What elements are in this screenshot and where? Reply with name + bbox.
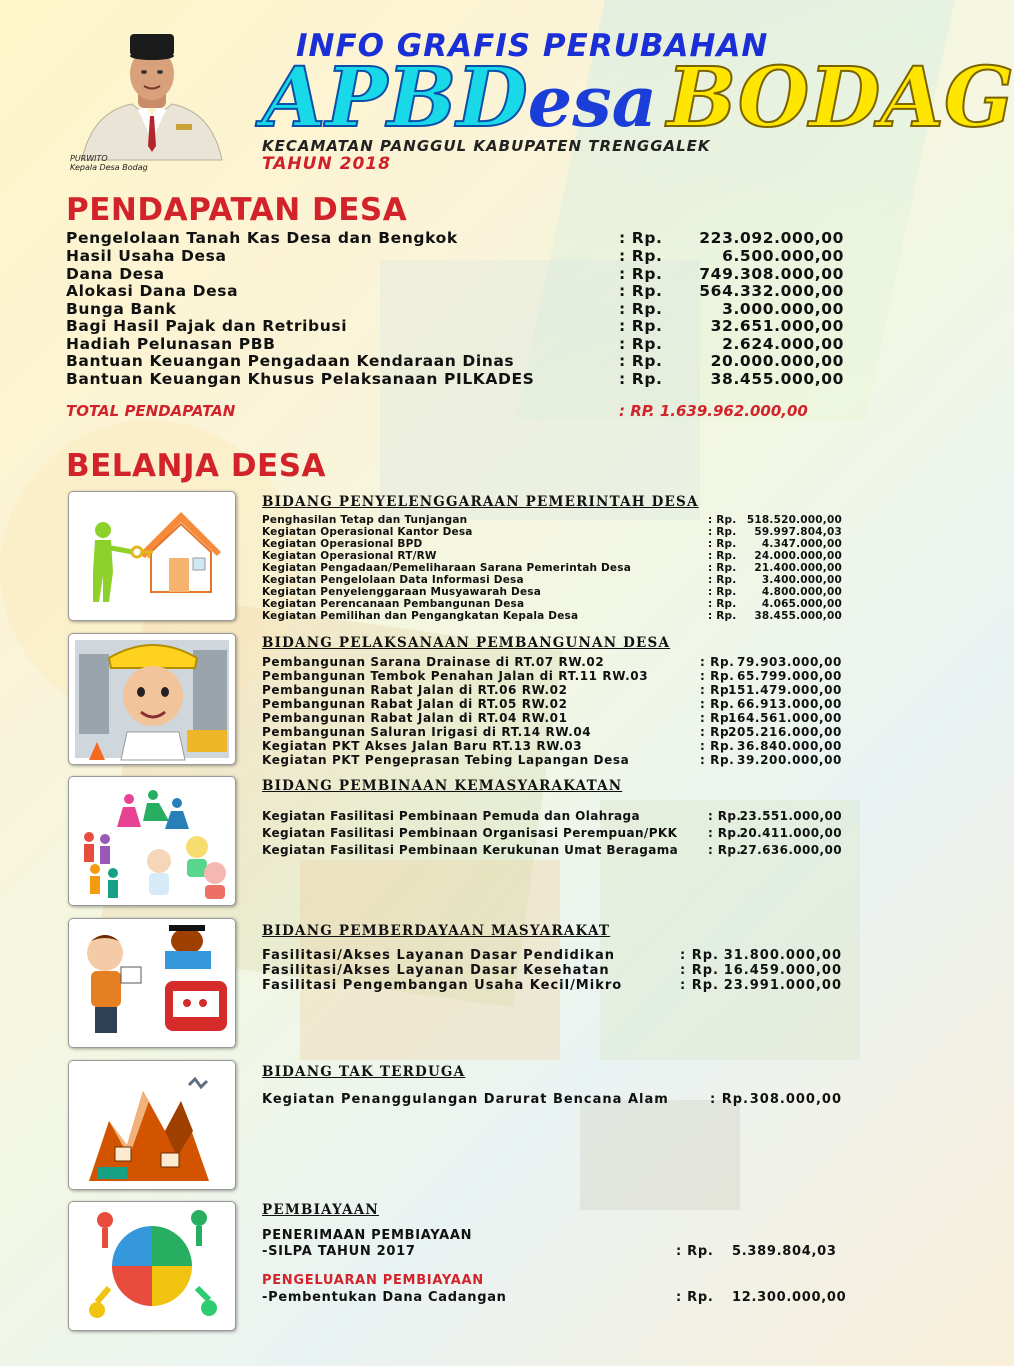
expense-rp: : Rp. (708, 574, 737, 586)
income-rp: : Rp. (619, 265, 663, 283)
expense-rp: : Rp. (708, 586, 737, 598)
expense-rp: : Rp. (708, 526, 737, 538)
expense-rp: : Rp. (700, 683, 735, 697)
total-amount: : RP. 1.639.962.000,00 (619, 402, 808, 420)
income-title: PENDAPATAN DESA (66, 192, 408, 228)
expense-row (262, 963, 842, 978)
expense-row (262, 697, 842, 711)
expense-row (262, 598, 842, 610)
expense-label: Fasilitasi/Akses Layanan Dasar Pendidikan (262, 948, 615, 963)
income-amount: 20.000.000,00 (710, 352, 844, 370)
year: TAHUN 2018 (262, 154, 391, 174)
title-esa: esa (527, 60, 658, 143)
income-label: Alokasi Dana Desa (66, 282, 239, 300)
expense-amount: 12.300.000,00 (732, 1290, 847, 1305)
section-heading: BIDANG PELAKSANAAN PEMBANGUNAN DESA (262, 635, 671, 651)
section-heading: BIDANG TAK TERDUGA (262, 1064, 466, 1080)
expense-label: Kegiatan Penanggulangan Darurat Bencana Alam (262, 1092, 669, 1107)
income-row (66, 247, 846, 265)
expense-rp: : Rp. (680, 948, 719, 963)
expense-amount: 38.455.000,00 (754, 610, 842, 622)
income-row (66, 282, 846, 300)
expense-rp: : Rp. (708, 826, 742, 840)
expense-label: Kegiatan Operasional BPD (262, 538, 423, 550)
income-label: Bantuan Keuangan Khusus Pelaksanaan PILKADES (66, 370, 535, 388)
income-amount: 38.455.000,00 (710, 370, 844, 388)
total-label: TOTAL PENDAPATAN (66, 402, 236, 420)
expense-label: Pembangunan Tembok Penahan Jalan di RT.11 RW.03 (262, 669, 649, 683)
income-rp: : Rp. (619, 335, 663, 353)
expense-amount: 59.997.804,03 (754, 526, 842, 538)
income-amount: 564.332.000,00 (699, 282, 844, 300)
income-amount: 6.500.000,00 (722, 247, 844, 265)
income-row (66, 300, 846, 318)
expense-row (262, 1092, 842, 1107)
expense-row (262, 562, 842, 574)
expense-rp: : Rp. (708, 514, 737, 526)
expense-amount: 518.520.000,00 (746, 514, 842, 526)
income-rp: : Rp. (619, 317, 663, 335)
income-label: Bagi Hasil Pajak dan Retribusi (66, 317, 348, 335)
expense-label: Pembangunan Saluran Irigasi di RT.14 RW.04 (262, 725, 592, 739)
income-row (66, 265, 846, 283)
income-amount: 32.651.000,00 (710, 317, 844, 335)
expense-rp: : Rp. (708, 550, 737, 562)
income-rp: : Rp. (619, 300, 663, 318)
income-row (66, 335, 846, 353)
kepala-desa-photo (72, 20, 232, 160)
expense-rp: : Rp. (700, 739, 735, 753)
title-top: INFO GRAFIS PERUBAHAN (296, 28, 769, 64)
expense-row (262, 725, 842, 739)
income-rp: : Rp. (619, 282, 663, 300)
expense-rp: : Rp. (700, 725, 735, 739)
expense-row (262, 739, 842, 753)
income-label: Hasil Usaha Desa (66, 247, 227, 265)
expense-rp: : Rp. (700, 697, 735, 711)
income-label: Pengelolaan Tanah Kas Desa dan Bengkok (66, 229, 458, 247)
receipt-amount: 5.389.804,03 (732, 1244, 837, 1259)
receipt-rp: : Rp. (676, 1244, 714, 1259)
income-row (66, 229, 846, 247)
governance-illustration (68, 491, 236, 621)
expense-title: PENGELUARAN PEMBIAYAAN (262, 1273, 484, 1288)
expense-amount: 308.000,00 (749, 1092, 842, 1107)
expense-rp: : Rp. (710, 1092, 749, 1107)
title-apbd: APBD (262, 50, 528, 146)
income-rp: : Rp. (619, 370, 663, 388)
expense-label: Penghasilan Tetap dan Tunjangan (262, 514, 468, 526)
expense-amount: 23.551.000,00 (739, 809, 842, 823)
income-label: Hadiah Pelunasan PBB (66, 335, 276, 353)
expense-label: Fasilitasi/Akses Layanan Dasar Kesehatan (262, 963, 610, 978)
expense-row (262, 538, 842, 550)
expense-rp: : Rp. (708, 538, 737, 550)
subtitle: KECAMATAN PANGGUL KABUPATEN TRENGGALEK (262, 137, 711, 155)
expense-label: Pembangunan Rabat Jalan di RT.06 RW.02 (262, 683, 568, 697)
expense-amount: 4.065.000,00 (761, 598, 842, 610)
expense-rp: : Rp. (708, 598, 737, 610)
expense-amount: 27.636.000,00 (739, 843, 842, 857)
expense-amount: 66.913.000,00 (737, 697, 842, 711)
expense-label: Kegiatan Pengelolaan Data Informasi Desa (262, 574, 524, 586)
income-amount: 223.092.000,00 (699, 229, 844, 247)
expense-row (262, 809, 842, 824)
expense-rp: : Rp. (676, 1290, 714, 1305)
expense-amount: 39.200.000,00 (737, 753, 842, 767)
expense-label: Fasilitasi Pengembangan Usaha Kecil/Mikro (262, 978, 623, 993)
expense-label: Kegiatan PKT Akses Jalan Baru RT.13 RW.03 (262, 739, 583, 753)
receipt-title: PENERIMAAN PEMBIAYAAN (262, 1228, 473, 1243)
expense-rp: : Rp. (680, 978, 719, 993)
expense-row (262, 843, 842, 858)
community-illustration (68, 776, 236, 906)
expense-item: -Pembentukan Dana Cadangan (262, 1290, 507, 1305)
expense-label: Kegiatan Pengadaan/Pemeliharaan Sarana Pemerintah Desa (262, 562, 631, 574)
expense-rp: : Rp. (700, 711, 735, 725)
income-row (66, 317, 846, 335)
expense-amount: 4.347.000,00 (761, 538, 842, 550)
expense-row (262, 978, 842, 993)
expense-amount: 23.991.000,00 (723, 978, 842, 993)
income-row (66, 370, 846, 388)
expense-rp: : Rp. (708, 562, 737, 574)
expense-amount: 24.000.000,00 (754, 550, 842, 562)
expense-rp: : Rp. (680, 963, 719, 978)
receipt-item: -SILPA TAHUN 2017 (262, 1244, 416, 1259)
expense-row (262, 550, 842, 562)
expense-row (262, 655, 842, 669)
expenditure-title: BELANJA DESA (66, 448, 327, 484)
expense-label: Kegiatan Fasilitasi Pembinaan Kerukunan Umat Beragama (262, 843, 679, 857)
expense-label: Kegiatan Pemilihan dan Pengangkatan Kepala Desa (262, 610, 579, 622)
expense-rp: : Rp. (700, 655, 735, 669)
expense-amount: 65.799.000,00 (737, 669, 842, 683)
expense-amount: 4.800.000,00 (761, 586, 842, 598)
expense-amount: 3.400.000,00 (761, 574, 842, 586)
title-village: BODAG (667, 50, 1014, 146)
financing-illustration (68, 1201, 236, 1331)
income-rp: : Rp. (619, 229, 663, 247)
expense-rp: : Rp. (700, 753, 735, 767)
section-heading: BIDANG PENYELENGGARAAN PEMERINTAH DESA (262, 494, 699, 510)
expense-amount: 151.479.000,00 (728, 683, 842, 697)
expense-row (262, 514, 842, 526)
expense-rp: : Rp. (708, 809, 742, 823)
expense-row (262, 683, 842, 697)
construction-illustration (68, 633, 236, 765)
expense-label: Kegiatan PKT Pengeprasan Tebing Lapangan Desa (262, 753, 630, 767)
section-heading: BIDANG PEMBINAAN KEMASYARAKATAN (262, 778, 623, 794)
income-row (66, 352, 846, 370)
section-heading: BIDANG PEMBERDAYAAN MASYARAKAT (262, 923, 611, 939)
expense-amount: 164.561.000,00 (728, 711, 842, 725)
income-amount: 2.624.000,00 (722, 335, 844, 353)
disaster-illustration (68, 1060, 236, 1190)
income-amount: 3.000.000,00 (722, 300, 844, 318)
empowerment-illustration (68, 918, 236, 1048)
expense-row (262, 586, 842, 598)
expense-label: Pembangunan Rabat Jalan di RT.05 RW.02 (262, 697, 568, 711)
expense-rp: : Rp. (700, 669, 735, 683)
person-name: PURWITO (70, 154, 108, 163)
expense-label: Kegiatan Penyelenggaraan Musyawarah Desa (262, 586, 542, 598)
expense-label: Pembangunan Rabat Jalan di RT.04 RW.01 (262, 711, 568, 725)
income-label: Dana Desa (66, 265, 165, 283)
expense-label: Kegiatan Fasilitasi Pembinaan Pemuda dan Olahraga (262, 809, 641, 823)
expense-label: Kegiatan Fasilitasi Pembinaan Organisasi Perempuan/PKK (262, 826, 678, 840)
income-amount: 749.308.000,00 (699, 265, 844, 283)
expense-row (262, 948, 842, 963)
portrait-caption (70, 154, 148, 172)
expense-label: Kegiatan Perencanaan Pembangunan Desa (262, 598, 525, 610)
expense-label: Kegiatan Operasional Kantor Desa (262, 526, 473, 538)
income-label: Bunga Bank (66, 300, 177, 318)
financing-heading: PEMBIAYAAN (262, 1202, 379, 1218)
expense-row (262, 574, 842, 586)
expense-row (262, 826, 842, 841)
person-role: Kepala Desa Bodag (70, 163, 148, 172)
income-rp: : Rp. (619, 247, 663, 265)
expense-amount: 21.400.000,00 (754, 562, 842, 574)
income-total (66, 402, 846, 420)
expense-amount: 79.903.000,00 (737, 655, 842, 669)
expense-row (262, 711, 842, 725)
expense-row (262, 669, 842, 683)
expense-row (262, 526, 842, 538)
expense-label: Pembangunan Sarana Drainase di RT.07 RW.02 (262, 655, 605, 669)
expense-row (262, 753, 842, 767)
income-rp: : Rp. (619, 352, 663, 370)
expense-amount: 20.411.000,00 (739, 826, 842, 840)
expense-amount: 16.459.000,00 (723, 963, 842, 978)
expense-rp: : Rp. (708, 610, 737, 622)
expense-amount: 31.800.000,00 (723, 948, 842, 963)
expense-rp: : Rp. (708, 843, 742, 857)
expense-amount: 205.216.000,00 (728, 725, 842, 739)
expense-row (262, 610, 842, 622)
income-label: Bantuan Keuangan Pengadaan Kendaraan Dinas (66, 352, 515, 370)
expense-amount: 36.840.000,00 (737, 739, 842, 753)
expense-label: Kegiatan Operasional RT/RW (262, 550, 437, 562)
